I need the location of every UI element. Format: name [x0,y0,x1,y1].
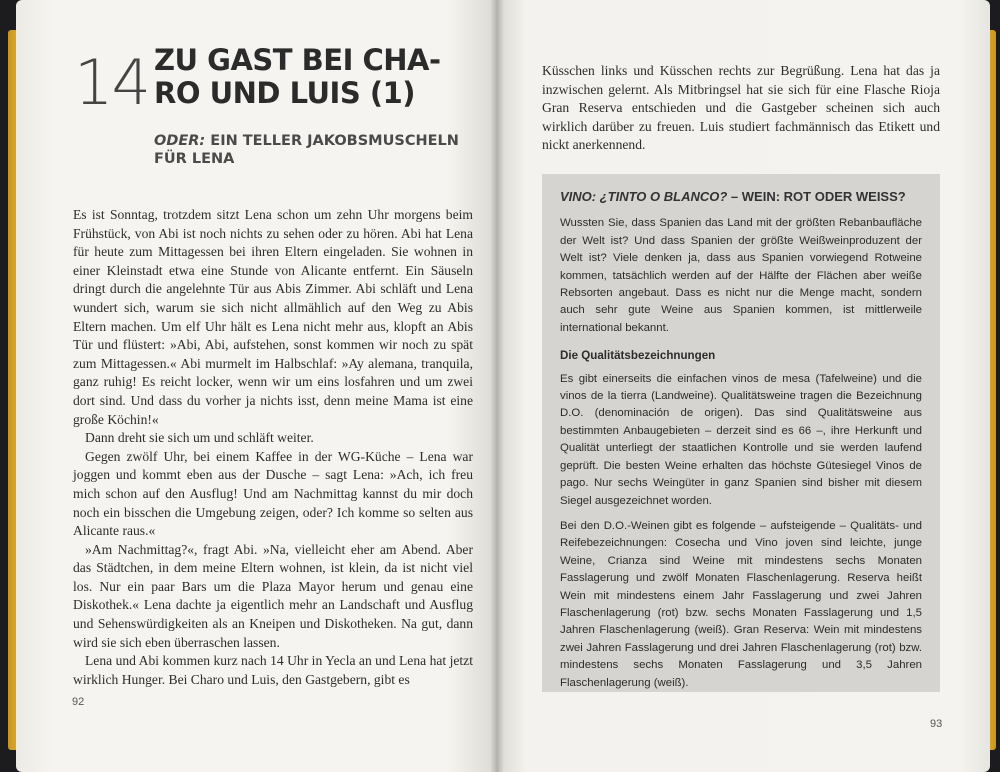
paragraph-1: Es ist Sonntag, trotzdem sitzt Lena schon um zehn Uhr morgens beim Frühstück, von Abi ist noch nichts zu sehen oder zu hören. Abi hat Lena für heute zum Mittagessen bei ihren Eltern eingeladen. Sie wohnen in einer Kleinstadt etwa eine Stunde von Alicante entfernt. Ein Säuseln dringt durch die angelehnte Tür aus Abis Zimmer. Abi schläft und Lena wundert sich, warum sie sich nicht allmählich auf den Weg zu Abis Eltern machen. Um elf Uhr hält es Lena nicht mehr aus, klopft an Abis Tür und flüstert: »Abi, Abi, aufstehen, sonst kommen wir noch zu spät zum Mittagessen.« Abi murmelt im Halbschlaf: »Ay alemana, tranquila, ganz ruhig! Es reicht locker, wenn wir um eins losfahren und um zwei dort sind. Und dass du vorher ja nichts isst, denn meine Mama ist eine große Köchin!« [73,207,473,427]
page-number-left: 92 [72,696,85,708]
paragraph-3: Gegen zwölf Uhr, bei einem Kaffee in der WG-Küche – Lena war joggen und kommt eben aus der Dusche – sagt Lena: »Ach, ich freu mich schon auf den Ausflug! Und am Nachmittag kannst du mir doch noch ein bisschen die Umgebung zeigen, oder? Ich komme so selten aus Alicante raus.« [73,448,473,539]
info-box-title-italic: VINO: ¿TINTO O BLANCO? [560,189,728,204]
info-box-heading: Die Qualitätsbezeichnungen [560,349,716,363]
paragraph-4: »Am Nachmittag?«, fragt Abi. »Na, vielleicht eher am Abend. Aber das Städtchen, in dem meine Eltern wohnen, ist klein, da ist nicht viel los. Nur ein paar Bars um die Plaza Mayor herum und genau eine Diskothek.« Lena dachte ja eigentlich mehr an Landschaft und Ausflug und Sehenswürdigkeiten als an Kneipen und Diskotheken. Na gut, dann wird sie sich eben überraschen lassen. [73,541,473,650]
paragraph-5: Lena und Abi kommen kurz nach 14 Uhr in Yecla an und Lena hat jetzt wirklich Hunger. Bei Charo und Luis, den Gastgebern, gibt es [73,653,473,687]
subtitle-rest: EIN TELLER JAKOBSMUSCHELN FÜR LENA [154,133,459,167]
paragraph-2: Dann dreht sie sich um und schläft weiter. [85,430,314,446]
chapter-title-line-1: ZU GAST BEI CHA- [154,43,441,77]
info-box-title-rest: – WEIN: ROT ODER WEISS? [727,189,906,204]
chapter-number: 14 [74,46,149,119]
chapter-title [154,44,474,110]
right-page [496,0,990,772]
info-box-title [560,188,922,205]
wine-info-box [542,174,940,692]
info-box-paragraph-2: Es gibt einerseits die einfachen vinos de mesa (Tafelweine) und die vinos de la tierra (Landweine). Qualitätsweine tragen die Bezeichnung D.O. (denominación de origen). Das sind Qualitätsweine aus bestimmten Anbaugebieten – derzeit sind es 66 –, ihre Herkunft und Qualität unterliegt der staatlichen Kontrolle und sie werden laufend geprüft. Die besten Weine erhalten das höchste Gütesiegel Vinos de pago. Nur sechs Weingüter in ganz Spanien sind bisher mit diesem Siegel ausgezeichnet worden. [560,372,922,507]
chapter-subtitle [154,132,474,168]
info-box-paragraph-1: Wussten Sie, dass Spanien das Land mit der größten Rebanbaufläche der Welt ist? Und dass Spanien der größte Weißweinproduzent der Welt ist? Viele denken ja, dass aus Spanien vorwiegend Rotweine kommen, tatsächlich werden auf der Hälfte der Flächen aber weiße Rebsorten angebaut. Dass es nicht nur die Menge macht, sondern auch sehr gute Weine aus Spanien kommen, ist mittlerweile international bekannt. [560,217,922,334]
chapter-title-line-2: RO UND LUIS (1) [154,76,416,110]
left-body-text [73,206,473,689]
subtitle-prefix: ODER: [154,133,206,149]
right-intro-text: Küsschen links und Küsschen rechts zur Begrüßung. Lena hat das ja inzwischen gelernt. Als Mitbringsel hat sie sich für eine Flasche Rioja Gran Reserva entschieden und die Gastgeber scheinen sich auch wirklich darüber zu freuen. Luis studiert fachmännisch das Etikett und nickt anerkennend. [542,63,940,153]
book-gutter [490,0,504,772]
info-box-paragraph-3: Bei den D.O.-Weinen gibt es folgende – aufsteigende – Qualitäts- und Reifebezeichnungen: Cosecha und Vino joven sind leichte, junge Weine, Crianza sind Weine mit mindestens sechs Monaten Fasslagerung und zwölf Monaten Flaschenlagerung. Reserva heißt Wein mit mindestens einem Jahr Fasslagerung und zwei Jahren Flaschenlagerung (rot) bzw. sechs Monaten Fasslagerung und 1,5 Jahren Flaschenlagerung (weiß). Gran Reserva: Wein mit mindestens zwei Jahren Fasslagerung und drei Jahren Flaschenlagerung (rot) bzw. mindestens sechs Monaten Fasslagerung und 3,5 Jahren Flaschenlagerung (weiß). [560,519,922,689]
page-number-right: 93 [930,718,943,730]
left-page [16,0,496,772]
